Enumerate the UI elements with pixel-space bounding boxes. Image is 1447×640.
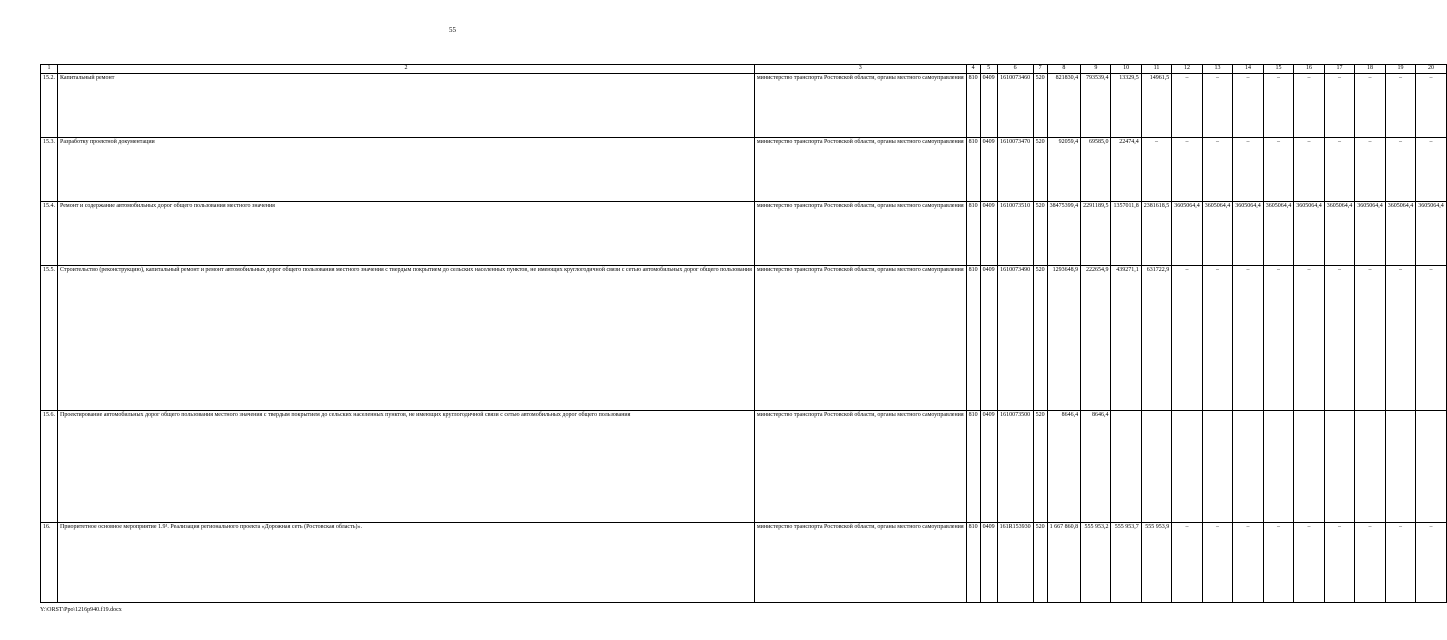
row-number: 15.4.: [41, 202, 58, 266]
cell-value: [1111, 411, 1141, 523]
cell-rzpr: 0409: [980, 523, 997, 603]
cell-total: 8646,4: [1047, 411, 1081, 523]
cell-rzpr: 0409: [980, 74, 997, 138]
executor: министерство транспорта Ростовской области, органы местного самоуправления: [754, 523, 966, 603]
column-header: 13: [1202, 65, 1233, 74]
cell-value: 3605064,4: [1263, 202, 1294, 266]
cell-total: 1293648,9: [1047, 266, 1081, 411]
cell-value: –: [1324, 266, 1355, 411]
cell-value: –: [1202, 138, 1233, 202]
cell-value: [1416, 411, 1447, 523]
cell-value: 3605064,4: [1233, 202, 1264, 266]
cell-rzpr: 0409: [980, 138, 997, 202]
cell-grbs: 810: [966, 202, 980, 266]
cell-value: –: [1385, 523, 1416, 603]
column-header: 6: [997, 65, 1033, 74]
file-path-footer: Y:\ORST\Ppo\1216p940.f19.docx: [40, 607, 122, 613]
cell-value: –: [1263, 523, 1294, 603]
table-row: [41, 411, 1447, 523]
column-header: 3: [754, 65, 966, 74]
column-header: 11: [1141, 65, 1172, 74]
cell-csr: 1610073500: [997, 411, 1033, 523]
cell-value: –: [1202, 266, 1233, 411]
cell-value: [1172, 411, 1203, 523]
cell-grbs: 810: [966, 411, 980, 523]
cell-value: [1324, 411, 1355, 523]
row-number: 15.2.: [41, 74, 58, 138]
column-header: 20: [1416, 65, 1447, 74]
cell-grbs: 810: [966, 74, 980, 138]
table-row: [41, 138, 1447, 202]
cell-value: 2381618,5: [1141, 202, 1172, 266]
cell-value: –: [1233, 523, 1264, 603]
activity-name: Ремонт и содержание автомобильных дорог общего пользования местного значения: [58, 202, 755, 266]
column-header: 15: [1263, 65, 1294, 74]
cell-value: [1263, 411, 1294, 523]
cell-total: 1 667 860,8: [1047, 523, 1081, 603]
cell-value: 3605064,4: [1324, 202, 1355, 266]
cell-total: 821830,4: [1047, 74, 1081, 138]
activity-name: Приоритетное основное мероприятие 1.9¹. Реализация регионального проекта «Дорожная сеть (Ростовская область)».: [58, 523, 755, 603]
column-header: 4: [966, 65, 980, 74]
cell-value: –: [1294, 523, 1325, 603]
cell-value: [1385, 411, 1416, 523]
cell-value: 2291189,5: [1081, 202, 1111, 266]
cell-vr: 520: [1033, 266, 1047, 411]
cell-value: –: [1416, 138, 1447, 202]
cell-rzpr: 0409: [980, 202, 997, 266]
cell-csr: 1610073510: [997, 202, 1033, 266]
cell-value: 3605064,4: [1355, 202, 1386, 266]
budget-table: [40, 64, 1447, 603]
column-header: 2: [58, 65, 755, 74]
cell-value: 222654,9: [1081, 266, 1111, 411]
cell-grbs: 810: [966, 523, 980, 603]
row-number: 15.3.: [41, 138, 58, 202]
cell-value: 1357011,8: [1111, 202, 1141, 266]
cell-value: 793539,4: [1081, 74, 1111, 138]
cell-value: 555 953,2: [1081, 523, 1111, 603]
cell-vr: 520: [1033, 138, 1047, 202]
cell-value: –: [1172, 74, 1203, 138]
executor: министерство транспорта Ростовской области, органы местного самоуправления: [754, 266, 966, 411]
cell-value: [1233, 411, 1264, 523]
cell-csr: 161R153930: [997, 523, 1033, 603]
cell-value: –: [1324, 138, 1355, 202]
cell-value: [1141, 411, 1172, 523]
cell-vr: 520: [1033, 74, 1047, 138]
cell-value: –: [1263, 138, 1294, 202]
row-number: 16.: [41, 523, 58, 603]
cell-value: –: [1233, 74, 1264, 138]
table-row: [41, 74, 1447, 138]
cell-value: –: [1233, 138, 1264, 202]
column-header: 7: [1033, 65, 1047, 74]
cell-value: –: [1172, 266, 1203, 411]
cell-value: 555 953,7: [1111, 523, 1141, 603]
cell-csr: 1610073470: [997, 138, 1033, 202]
column-header: 10: [1111, 65, 1141, 74]
activity-name: Разработку проектной документации: [58, 138, 755, 202]
cell-vr: 520: [1033, 202, 1047, 266]
cell-value: 555 953,9: [1141, 523, 1172, 603]
cell-value: 22474,4: [1111, 138, 1141, 202]
cell-value: –: [1172, 523, 1203, 603]
cell-rzpr: 0409: [980, 266, 997, 411]
cell-value: –: [1263, 74, 1294, 138]
table-row: [41, 202, 1447, 266]
activity-name: Капитальный ремонт: [58, 74, 755, 138]
column-header: 18: [1355, 65, 1386, 74]
cell-grbs: 810: [966, 138, 980, 202]
table-row: [41, 266, 1447, 411]
cell-value: [1294, 411, 1325, 523]
table-row: [41, 523, 1447, 603]
column-header: 12: [1172, 65, 1203, 74]
cell-value: 69585,0: [1081, 138, 1111, 202]
cell-value: –: [1233, 266, 1264, 411]
column-header: 17: [1324, 65, 1355, 74]
executor: министерство транспорта Ростовской области, органы местного самоуправления: [754, 411, 966, 523]
column-header: 1: [41, 65, 58, 74]
cell-value: –: [1355, 523, 1386, 603]
cell-value: –: [1355, 266, 1386, 411]
executor: министерство транспорта Ростовской области, органы местного самоуправления: [754, 138, 966, 202]
cell-value: –: [1294, 266, 1325, 411]
cell-value: –: [1385, 74, 1416, 138]
column-header: 14: [1233, 65, 1264, 74]
cell-rzpr: 0409: [980, 411, 997, 523]
cell-value: –: [1263, 266, 1294, 411]
cell-value: [1202, 411, 1233, 523]
cell-value: 3605064,4: [1202, 202, 1233, 266]
cell-value: –: [1294, 138, 1325, 202]
page-number: 55: [449, 26, 456, 34]
row-number: 15.5.: [41, 266, 58, 411]
cell-value: 3605064,4: [1385, 202, 1416, 266]
cell-value: –: [1324, 74, 1355, 138]
cell-vr: 520: [1033, 523, 1047, 603]
cell-value: –: [1324, 523, 1355, 603]
cell-value: –: [1172, 138, 1203, 202]
activity-name: Проектирование автомобильных дорог общего пользования местного значения с твердым покрытием до сельских населенных пунктов, не имеющих круглогодичной связи с сетью автомобильных дорог общего пользования: [58, 411, 755, 523]
executor: министерство транспорта Ростовской области, органы местного самоуправления: [754, 74, 966, 138]
cell-value: –: [1202, 74, 1233, 138]
column-header: 19: [1385, 65, 1416, 74]
cell-csr: 1610073490: [997, 266, 1033, 411]
cell-value: –: [1416, 266, 1447, 411]
cell-value: 3605064,4: [1294, 202, 1325, 266]
cell-value: [1355, 411, 1386, 523]
cell-grbs: 810: [966, 266, 980, 411]
column-header: 8: [1047, 65, 1081, 74]
cell-value: 3605064,4: [1172, 202, 1203, 266]
cell-value: –: [1294, 74, 1325, 138]
cell-value: –: [1355, 138, 1386, 202]
cell-value: 13329,5: [1111, 74, 1141, 138]
row-number: 15.6.: [41, 411, 58, 523]
column-header: 9: [1081, 65, 1111, 74]
column-header: 5: [980, 65, 997, 74]
cell-value: 8646,4: [1081, 411, 1111, 523]
column-header: 16: [1294, 65, 1325, 74]
cell-value: –: [1355, 74, 1386, 138]
header-row: [41, 65, 1447, 74]
cell-value: 3605064,4: [1416, 202, 1447, 266]
activity-name: Строительство (реконструкцию), капитальный ремонт и ремонт автомобильных дорог общего пользования местного значения с твердым покрытием до сельских населенных пунктов, не имеющих круглогодичной связи с сетью автомобильных дорог общего пользования: [58, 266, 755, 411]
cell-value: 439271,1: [1111, 266, 1141, 411]
cell-value: 14961,5: [1141, 74, 1172, 138]
cell-value: 631722,9: [1141, 266, 1172, 411]
cell-value: –: [1202, 523, 1233, 603]
cell-total: 38475399,4: [1047, 202, 1081, 266]
cell-value: –: [1416, 523, 1447, 603]
cell-value: –: [1385, 138, 1416, 202]
cell-value: –: [1416, 74, 1447, 138]
cell-total: 92059,4: [1047, 138, 1081, 202]
cell-vr: 520: [1033, 411, 1047, 523]
cell-value: –: [1385, 266, 1416, 411]
cell-csr: 1610073460: [997, 74, 1033, 138]
cell-value: –: [1141, 138, 1172, 202]
executor: министерство транспорта Ростовской области, органы местного самоуправления: [754, 202, 966, 266]
